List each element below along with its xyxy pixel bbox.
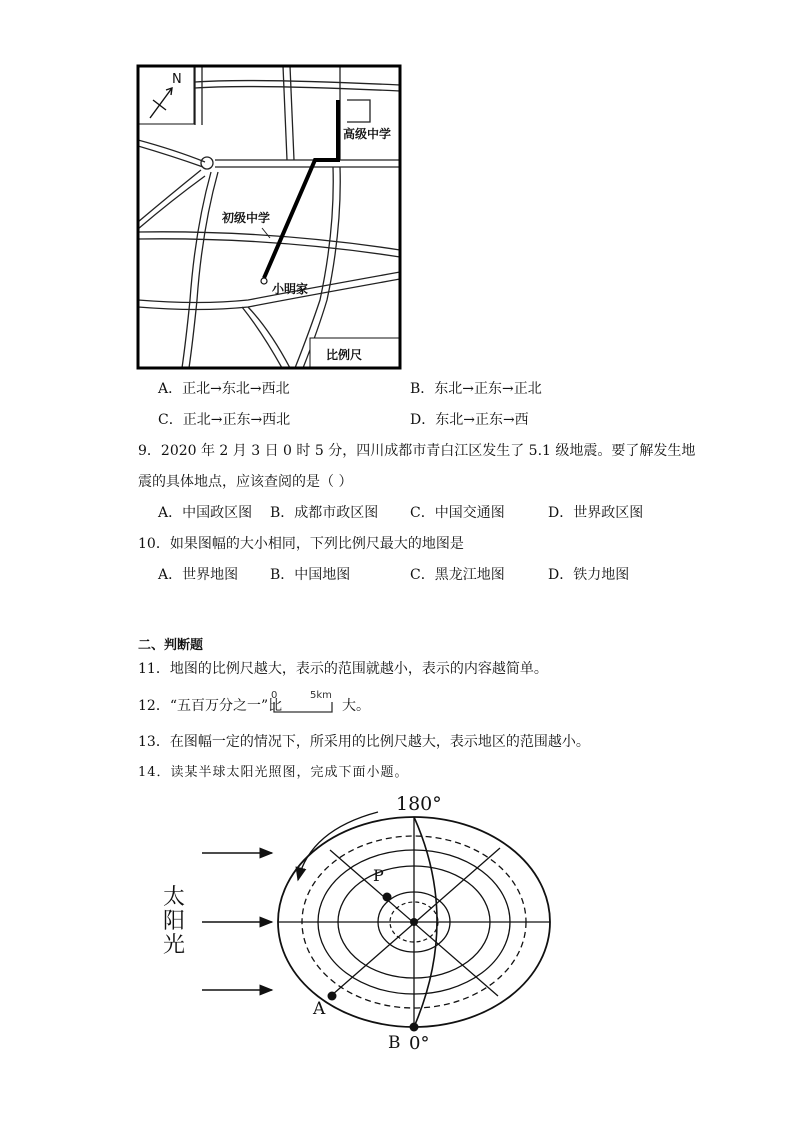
label-scale: 比例尺 <box>326 348 363 362</box>
q11-text: 11．地图的比例尺越大，表示的范围就越小，表示的内容越简单。 <box>138 661 548 677</box>
q10-option-c: C．黑龙江地图 <box>410 567 505 583</box>
q9-option-a: A．中国政区图 <box>158 505 253 521</box>
q12-suffix: 大。 <box>342 698 370 714</box>
label-high-school: 高级中学 <box>343 127 392 141</box>
q8-option-a: A．正北→东北→西北 <box>158 381 290 397</box>
sunlight-char: 阳 <box>163 909 186 934</box>
point-p <box>383 893 392 902</box>
sunlight-label <box>163 886 185 958</box>
q10-text: 10．如果图幅的大小相同，下列比例尺最大的地图是 <box>138 536 464 552</box>
q12-scale-zero: 0 <box>271 690 278 701</box>
label-b: B <box>388 1033 401 1053</box>
q9-option-b: B．成都市政区图 <box>270 505 379 521</box>
q12-scale-bar <box>270 700 340 716</box>
sunlight-char: 太 <box>163 885 186 910</box>
sunlight-char: 光 <box>163 933 186 958</box>
route-path <box>264 100 338 278</box>
q14-text: 14．读某半球太阳光照图，完成下面小题。 <box>138 765 409 780</box>
label-a: A <box>313 999 326 1019</box>
q8-option-b: B．东北→正东→正北 <box>410 381 542 397</box>
q12-prefix: 12．“五百万分之一”比 <box>138 698 283 714</box>
q8-option-c: C．正北→正东→西北 <box>158 412 291 428</box>
route-map <box>0 0 794 380</box>
point-a <box>328 992 337 1001</box>
home-marker <box>261 278 267 284</box>
pole-point <box>410 918 418 926</box>
section-title: 二、判断题 <box>138 638 204 653</box>
q8-option-d: D．东北→正东→西 <box>410 412 529 428</box>
point-b <box>410 1023 419 1032</box>
label-junior-school: 初级中学 <box>222 211 271 225</box>
label-home: 小明家 <box>272 282 309 296</box>
q9-text-line1: 9．2020 年 2 月 3 日 0 时 5 分，四川成都市青白江区发生了 5.1 级地震。要了解发生地 <box>138 443 696 459</box>
label-180: 180° <box>396 793 442 815</box>
label-0: 0° <box>409 1033 430 1054</box>
q9-text-line2: 震的具体地点，应该查阅的是（ ） <box>138 474 353 490</box>
q12-scale-value: 5km <box>310 690 332 701</box>
rotation-arrow-icon <box>298 812 378 880</box>
label-p: P <box>373 866 384 885</box>
roundabout <box>201 157 213 169</box>
q10-option-b: B．中国地图 <box>270 567 351 583</box>
junior-school-marker <box>262 228 270 238</box>
compass-label: N <box>172 72 182 87</box>
q13-text: 13．在图幅一定的情况下，所采用的比例尺越大，表示地区的范围越小。 <box>138 734 590 750</box>
q10-option-a: A．世界地图 <box>158 567 239 583</box>
q9-option-c: C．中国交通图 <box>410 505 505 521</box>
q10-option-d: D．铁力地图 <box>548 567 630 583</box>
q9-option-d: D．世界政区图 <box>548 505 644 521</box>
